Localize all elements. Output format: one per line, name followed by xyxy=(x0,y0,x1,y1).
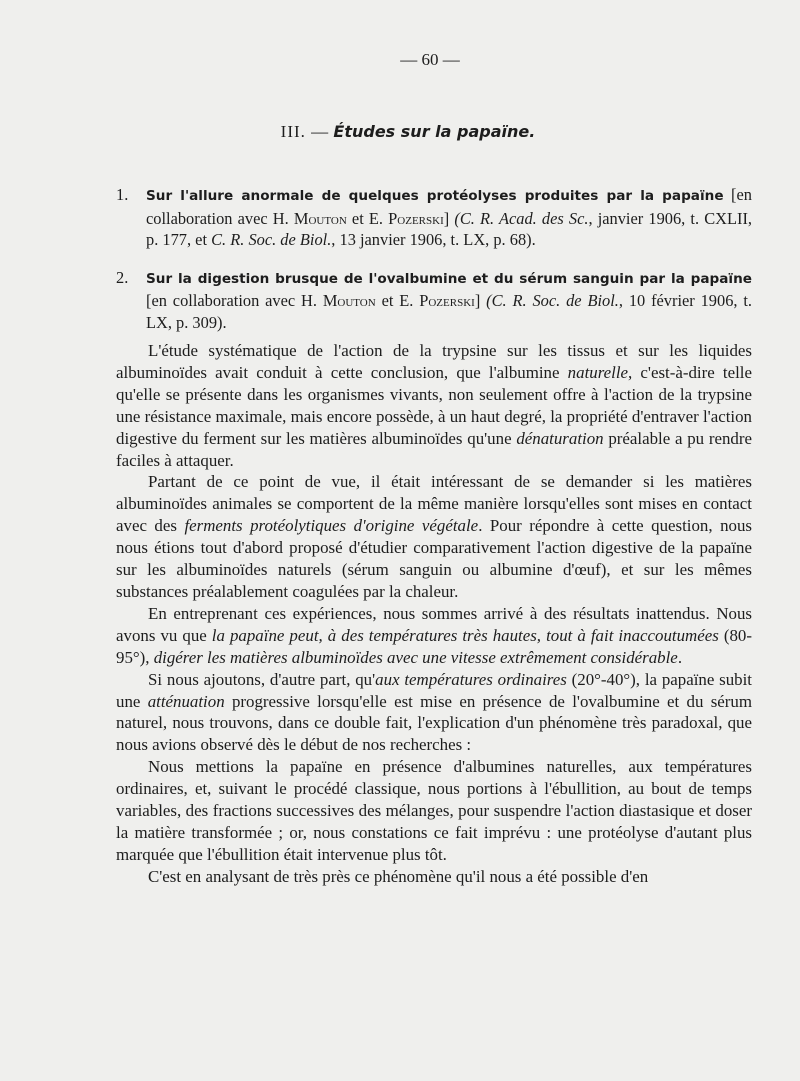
emphasis-text: ferments protéolytiques d'origine végétale xyxy=(184,516,479,536)
reference-details: , 10 février 1906, t. LX, p. 309). xyxy=(146,291,753,332)
paragraph: Nous mettions la papaïne en présence d'albumines naturelles, aux températures ordinaires, et, suivant le procédé classique, nous portions à l'ébullition, au bout de temps variables, des fractions successives des mélanges, pour suspendre l'action diastasique et doser la matière transformée ; or, nous constations ce fait imprévu : une protéolyse d'autant plus marquée que l'ébullition était intervenue plus tôt. xyxy=(116,757,752,864)
paragraph-text: préalable a pu rendre faciles à attaquer. xyxy=(116,428,752,470)
reference-number: 1. xyxy=(116,185,129,204)
reference-title: Sur l'allure anormale de quelques protéolyses produites par la papaïne xyxy=(146,188,724,204)
reference-text: et E. xyxy=(346,208,389,228)
paragraph-text: Partant de ce point de vue, il était intéressant de se demander si les matières albuminoïdes animales se comportent de la même manière lorsqu'elles sont mises en contact avec des xyxy=(116,472,752,536)
reference-item xyxy=(116,184,752,251)
reference-details: , 13 janvier 1906, t. LX, p. 68). xyxy=(331,230,536,249)
emphasis-text: naturelle xyxy=(567,362,629,382)
paragraph-text: (20°-40°), la papaïne subit une xyxy=(116,669,752,711)
emphasis-text: la papaïne peut, à des températures très hautes, tout à fait inaccoutumées xyxy=(211,625,719,645)
emphasis-text: atténuation xyxy=(147,691,225,711)
paragraph-text: (80-95°), xyxy=(116,625,752,667)
emphasis-text: aux températures ordinaires xyxy=(375,669,567,689)
reference-text: ] xyxy=(474,291,481,310)
emphasis-text: digérer les matières albuminoïdes avec une vitesse extrêmement considérable xyxy=(153,647,678,667)
paragraph-text: L'étude systématique de l'action de la trypsine sur les tissus et sur les liquides albuminoïdes avait conduit à cette conclusion, que l'albumine xyxy=(116,341,752,382)
paragraph xyxy=(116,669,752,757)
reference-details: , janvier 1906, t. CXLII, p. 177, et xyxy=(146,208,753,249)
paragraph-text: . xyxy=(677,647,683,667)
section-title: Études sur la papaïne. xyxy=(333,122,536,141)
body-text xyxy=(116,340,752,888)
reference-author: Pozerski xyxy=(388,208,444,228)
reference-journal: (C. R. Acad. des Sc. xyxy=(454,208,589,228)
reference-journal: (C. R. Soc. de Biol. xyxy=(486,291,619,310)
page-number: — 60 — xyxy=(400,50,460,69)
paragraph-text: En entreprenant ces expériences, nous sommes arrivé à des résultats inattendus. Nous avons vu que xyxy=(116,603,752,645)
paragraph-text: . Pour répondre à cette question, nous nous étions tout d'abord proposé d'étudier comparativement l'action digestive de la papaïne sur les albuminoïdes naturels (sérum sanguin ou albumine d'œuf), et sur les mêmes substances préalablement coagulées par la chaleur. xyxy=(116,516,752,601)
reference-author: Pozerski xyxy=(419,291,475,310)
reference-collab: [en collaboration avec H. xyxy=(146,185,752,228)
paragraph-text: , c'est-à-dire telle qu'elle se présente dans les organismes vivants, non seulement offre à l'action de la trypsine une résistance maximale, mais encore possède, à un haut degré, la propriété d'entraver l'action digestive du ferment sur les matières albuminoïdes qu'une xyxy=(116,362,752,448)
section-roman-numeral: III. — xyxy=(280,122,330,141)
reference-title: Sur la digestion brusque de l'ovalbumine et du sérum sanguin par la papaïne xyxy=(146,270,752,287)
reference-journal: C. R. Soc. de Biol. xyxy=(211,230,332,249)
reference-collab: [en collaboration avec H. xyxy=(146,291,323,310)
reference-text: ] xyxy=(443,208,450,228)
paragraph xyxy=(116,340,752,471)
section-heading xyxy=(8,122,800,142)
emphasis-text: dénaturation xyxy=(516,428,604,448)
paragraph-text: progressive lorsqu'elle est mise en présence de l'ovalbumine et du sérum naturel, nous trouvons, dans ce double fait, l'explication d'un phénomène très paradoxal, que nous avions observé dès le début de nos recherches : xyxy=(116,691,752,755)
paragraph-text: Si nous ajoutons, d'autre part, qu' xyxy=(148,669,376,689)
paragraph: C'est en analysant de très près ce phénomène qu'il nous a été possible d'en xyxy=(148,866,649,886)
reference-list xyxy=(116,184,752,349)
paragraph xyxy=(116,603,752,669)
reference-author: Mouton xyxy=(322,291,376,310)
reference-author: Mouton xyxy=(293,208,347,228)
paragraph xyxy=(116,471,752,602)
reference-text: et E. xyxy=(375,291,420,310)
reference-item xyxy=(116,267,752,334)
reference-number: 2. xyxy=(116,267,129,287)
